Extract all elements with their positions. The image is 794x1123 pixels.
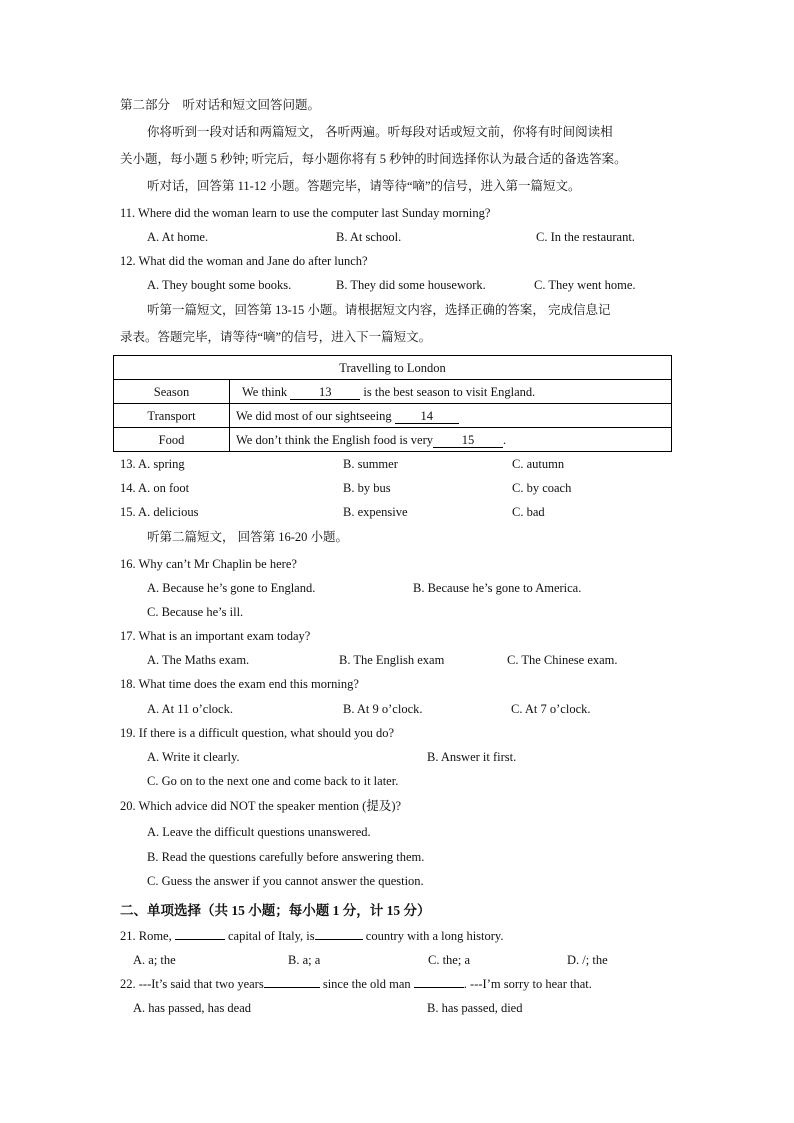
q11-option-a: A. At home. bbox=[147, 230, 209, 244]
passage1-intro-1: 听第一篇短文，回答第 13-15 小题。请根据短文内容，选择正确的答案， 完成信息记 bbox=[147, 303, 611, 317]
q14-option-c: C. by coach bbox=[512, 481, 572, 495]
q18-option-b: B. At 9 o’clock. bbox=[343, 702, 423, 716]
section2-heading: 二、单项选择（共 15 小题；每小题 1 分，计 15 分） bbox=[120, 903, 431, 918]
q22-stem bbox=[120, 976, 592, 992]
q16-option-b: B. Because he’s gone to America. bbox=[413, 581, 582, 595]
q18-option-c: C. At 7 o’clock. bbox=[511, 702, 591, 716]
q13-option-a: 13. A. spring bbox=[120, 457, 185, 471]
q12-option-b: B. They did some housework. bbox=[336, 278, 486, 292]
q22-text: . ---I’m sorry to hear that. bbox=[463, 977, 592, 991]
q21-stem bbox=[120, 928, 504, 944]
q21-option-d: D. /; the bbox=[567, 953, 608, 967]
q17-option-c: C. The Chinese exam. bbox=[507, 653, 618, 667]
q19-option-a: A. Write it clearly. bbox=[147, 750, 240, 764]
q22-option-a: A. has passed, has dead bbox=[133, 1001, 252, 1015]
passage1-intro-2: 录表。答题完毕，请等待“嘀”的信号，进入下一篇短文。 bbox=[120, 330, 432, 344]
table-row bbox=[114, 428, 672, 452]
q18-option-a: A. At 11 o’clock. bbox=[147, 702, 233, 716]
q21-blank-1 bbox=[175, 939, 225, 940]
q20-option-a: A. Leave the difficult questions unanswered. bbox=[147, 825, 371, 839]
instruction-line-1: 你将听到一段对话和两篇短文， 各听两遍。听每段对话或短文前，你将有时间阅读相 bbox=[147, 125, 613, 139]
row-text: We think bbox=[242, 384, 291, 399]
q21-option-b: B. a; a bbox=[288, 953, 321, 967]
row-text: is the best season to visit England. bbox=[360, 384, 536, 399]
q22-blank-2 bbox=[414, 987, 464, 988]
dialog-intro: 听对话，回答第 11-12 小题。答题完毕，请等待“嘀”的信号，进入第一篇短文。 bbox=[147, 179, 581, 193]
q18-stem: 18. What time does the exam end this morning? bbox=[120, 677, 359, 691]
q20-option-c: C. Guess the answer if you cannot answer the question. bbox=[147, 874, 424, 888]
q15-option-b: B. expensive bbox=[343, 505, 408, 519]
q22-text: since the old man bbox=[319, 977, 414, 991]
q19-option-c: C. Go on to the next one and come back to it later. bbox=[147, 774, 399, 788]
q22-text: 22. ---It’s said that two years bbox=[120, 977, 264, 991]
table-title: Travelling to London bbox=[114, 356, 672, 380]
q12-option-c: C. They went home. bbox=[534, 278, 636, 292]
q21-option-c: C. the; a bbox=[428, 953, 471, 967]
q22-blank-1 bbox=[264, 987, 320, 988]
table-row bbox=[114, 380, 672, 404]
q13-option-b: B. summer bbox=[343, 457, 398, 471]
info-table bbox=[113, 355, 672, 452]
q13-option-c: C. autumn bbox=[512, 457, 565, 471]
q19-stem: 19. If there is a difficult question, what should you do? bbox=[120, 726, 395, 740]
q11-option-b: B. At school. bbox=[336, 230, 402, 244]
blank-14: 14 bbox=[395, 409, 459, 424]
row-label: Food bbox=[114, 428, 230, 452]
q21-option-a: A. a; the bbox=[133, 953, 176, 967]
q15-option-c: C. bad bbox=[512, 505, 545, 519]
q21-text: 21. Rome, bbox=[120, 929, 175, 943]
q14-option-b: B. by bus bbox=[343, 481, 391, 495]
q17-option-b: B. The English exam bbox=[339, 653, 445, 667]
instruction-line-2: 关小题，每小题 5 秒钟; 听完后，每小题你将有 5 秒钟的时间选择你认为最合适的备选答案。 bbox=[120, 152, 627, 166]
q11-option-c: C. In the restaurant. bbox=[536, 230, 635, 244]
row-text: . bbox=[503, 432, 507, 447]
row-text: We did most of our sightseeing bbox=[236, 408, 395, 423]
blank-15: 15 bbox=[433, 433, 503, 448]
q21-blank-2 bbox=[315, 939, 363, 940]
row-text: We don’t think the English food is very bbox=[236, 432, 434, 447]
q15-option-a: 15. A. delicious bbox=[120, 505, 199, 519]
q22-option-b: B. has passed, died bbox=[427, 1001, 523, 1015]
q16-option-c: C. Because he’s ill. bbox=[147, 605, 244, 619]
table-row bbox=[114, 404, 672, 428]
q12-option-a: A. They bought some books. bbox=[147, 278, 292, 292]
q12-stem: 12. What did the woman and Jane do after lunch? bbox=[120, 254, 368, 268]
q16-option-a: A. Because he’s gone to England. bbox=[147, 581, 316, 595]
row-label: Transport bbox=[114, 404, 230, 428]
q17-stem: 17. What is an important exam today? bbox=[120, 629, 311, 643]
q21-text: capital of Italy, is bbox=[224, 929, 315, 943]
q21-text: country with a long history. bbox=[362, 929, 504, 943]
blank-13: 13 bbox=[290, 385, 360, 400]
q14-option-a: 14. A. on foot bbox=[120, 481, 190, 495]
part2-heading: 第二部分 听对话和短文回答问题。 bbox=[120, 98, 321, 112]
q16-stem: 16. Why can’t Mr Chaplin be here? bbox=[120, 557, 297, 571]
passage2-intro: 听第二篇短文， 回答第 16-20 小题。 bbox=[147, 530, 349, 544]
q20-stem: 20. Which advice did NOT the speaker mention (提及)? bbox=[120, 799, 402, 813]
q19-option-b: B. Answer it first. bbox=[427, 750, 517, 764]
q20-option-b: B. Read the questions carefully before answering them. bbox=[147, 850, 425, 864]
q11-stem: 11. Where did the woman learn to use the computer last Sunday morning? bbox=[120, 206, 491, 220]
q17-option-a: A. The Maths exam. bbox=[147, 653, 250, 667]
row-label: Season bbox=[114, 380, 230, 404]
